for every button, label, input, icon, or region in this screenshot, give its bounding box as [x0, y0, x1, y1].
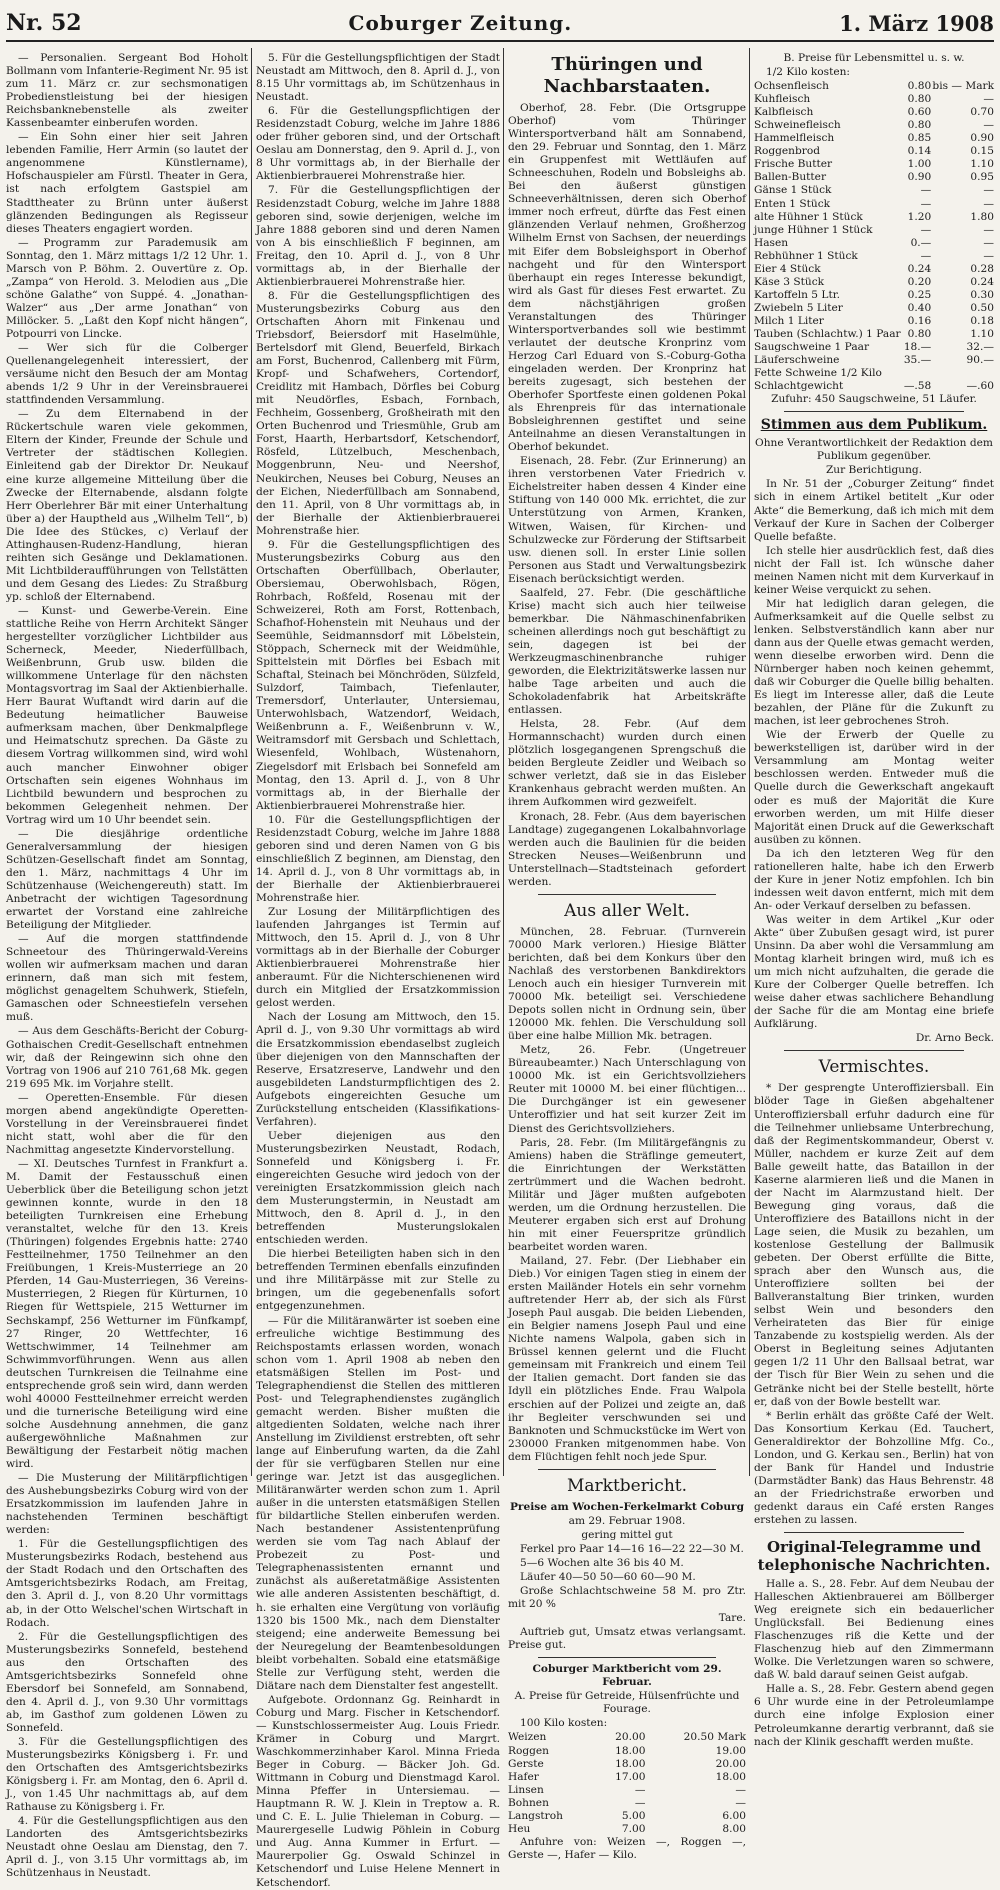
- stimmen-disclaimer: Ohne Verantwortlichkeit der Redaktion dem Publikum gegenüber.: [755, 437, 993, 463]
- article-oberhof: Oberhof, 28. Febr. (Die Ortsgruppe Oberhof) vom Thüringer Wintersportverband hält am Sonnabend, den 29. Februar und Sonntag, den 1. März ein Gruppenfest mit Wettläufen auf Schneeschuhen, Rodeln und Bobsleighs ab. Bei den äußerst günstigen Schneeverhältnissen, deren sich Oberhof immer noch erfreut, dürfte das Fest einen glänzenden Verlauf nehmen, Großherzog Wilhelm Ernst von Sachsen, der neuerdings mit Eifer dem Bobsleighsport in Oberhof nachgeht und für den Wintersport überhaupt ein reges Interesse bekundigt, wird als Gast für dieses Fest erwartet. Zu dem nächstjährigen großen Veranstaltungen des Thüringer Wintersportverbandes soll wie bestimmt verlautet der deutsche Kronprinz vom Herzog Carl Eduard von S.-Coburg-Gotha eingeladen werden. Der Kronprinz hat bereits zugesagt, sich bestehen der Oberhofer Sportfeste einen goldenen Pokal als Ehrenpreis für das internationale Bobsleighrennen gestiftet und seine Anteilnahme an diesen Veranstaltungen in Oberhof bekundet.: [508, 102, 746, 454]
- table-row: [754, 211, 994, 224]
- grain-price-table: [508, 1731, 746, 1835]
- food-name: Kalbfleisch: [754, 106, 814, 119]
- table-row: [508, 1771, 746, 1784]
- table-row: [754, 328, 994, 341]
- divider: [784, 411, 964, 412]
- food-low: 0.80: [907, 93, 932, 106]
- letter-paragraph: Was weiter in dem Artikel „Kur oder Akte“ über Zubußen gesagt wird, ist purer Unsinn. Da aber wohl die Versammlung am Montag klarheit bringen wird, muß ich es um mich nicht aufzuhalten, die gerade die Kure der Colberger Quelle betreffen. Ich weise daher etwas sachlichere Behandlung der Sache für die am Montag eine briefe Aufklärung.: [754, 913, 994, 1031]
- ferkel-row: 5—6 Wochen alte 36 bis 40 M.: [520, 1556, 684, 1569]
- grain-high: —: [735, 1783, 746, 1796]
- ferkel-date: am 29. Februar 1908.: [568, 1514, 686, 1527]
- food-name: Roggenbrod: [754, 145, 821, 158]
- food-high: 0.28: [970, 262, 994, 275]
- grain-high: 6.00: [722, 1809, 746, 1822]
- grain-high: 20.50 Mark: [683, 1731, 746, 1744]
- food-high: 1.10: [970, 158, 994, 171]
- food-low: 0.24: [907, 262, 932, 275]
- list-item: 3. Für die Gestellungspflichtigen des Musterungsbezirks Königsberg i. Fr. und den Ortschaften des Amtsgerichtsbezirks Königsberg i. Fr. am Montag, den 6. April d. J., von 1.45 Uhr nachmittags ab, auf dem Rathause zu Königsberg i. Fr.: [6, 1736, 248, 1814]
- letter-paragraph: Ich stelle hier ausdrücklich fest, daß dies nicht der Fall ist. Ich wünsche daher meinen Namen nicht mit dem Kurverkauf in keiner Weise verquickt zu sehen.: [754, 544, 994, 596]
- table-row: [508, 1784, 746, 1797]
- article-muenchen: München, 28. Februar. (Turnverein 70000 Mark verloren.) Hiesige Blätter berichten, daß bei dem Konkurs über den Nachlaß des verstorbenen Bankdirektors Lenoch auch ein hiesiger Turnverein mit 70000 Mk. beteiligt sei. Verschiedene Depots sollen nicht in Ordnung sein, über 120000 Mk. fehlen. Die Verschuldung soll über eine halbe Million Mk. betragen.: [508, 925, 746, 1043]
- table-row: [508, 1823, 746, 1836]
- food-name: Tauben (Schlachtw.) 1 Paar: [754, 327, 901, 340]
- article-metz: Metz, 26. Febr. (Ungetreuer Büreaubeamter.) Nach Unterschlagung von 10000 Mk. ist ein Gerichtsvollziehers Reuter mit 10000 M. bei einer flüchtigen... Die Durchgänger ist ein gewesener Unteroffizier und hat seit kurzer Zeit im Dienst des Gerichtsvollziehers.: [508, 1044, 746, 1135]
- table-row: [754, 263, 994, 276]
- ferkel-row: Große Schlachtschweine 58 M. pro Ztr. mit 20 %: [508, 1585, 746, 1611]
- food-high: —: [983, 197, 994, 210]
- grain-low: 20.00: [615, 1731, 646, 1744]
- column-1: [6, 52, 248, 1880]
- article-losung-2: Nach der Losung am Mittwoch, den 15. April d. J., von 9.30 Uhr vormittags ab wird die Ersatzkommission ebendaselbst zugleich über diejenigen von den Mannschaften der Reserve, Ersatzreserve, Landwehr und den ausgebildeten Landsturmpflichtigen des 2. Aufgebots eingereichten Gesuche um Zurückstellung entscheiden (Klassifikations-Verfahren).: [256, 1011, 500, 1128]
- list-item: 4. Für die Gestellungspflichtigen aus den Landorten des Amtsgerichtsbezirks Neustadt ohne Oeslau am Dienstag, den 7. April d. J., von 3.15 Uhr vormittags ab, im Schützenhaus in Neustadt.: [6, 1815, 248, 1880]
- table-row: [754, 171, 994, 184]
- article-schneetour: — Auf die morgen stattfindende Schneetour des Thüringerwald-Vereins wollen wir aufmerksam machen und daran erinnern, daß man sich mit festem, möglichst genageltem Schuhwerk, Stiefeln, Gamaschen oder Schneestiefeln versehen muß.: [6, 933, 248, 1024]
- table-row: [508, 1745, 746, 1758]
- article-halle-2: Halle a. S., 28. Febr. Gestern abend gegen 6 Uhr wurde eine in der Petroleumlampe durch eine infolge Explosion einer Petroleumkanne derartig verbrannt, daß sie nach der Klinik geschafft werden mußte.: [754, 1683, 994, 1748]
- table-row: [754, 132, 994, 145]
- food-low: 0.60: [907, 106, 932, 119]
- food-name: Läuferschweine: [754, 354, 840, 367]
- food-name: Ochsenfleisch: [754, 80, 829, 93]
- food-low: 0.14: [907, 145, 932, 158]
- food-high: 0.70: [970, 106, 994, 119]
- table-row: [508, 1810, 746, 1823]
- grain-name: Langstroh: [508, 1809, 563, 1822]
- ferkel-header: gering mittel gut: [581, 1528, 673, 1541]
- food-high: 1.80: [970, 210, 994, 223]
- food-price-unit: 1/2 Kilo kosten:: [766, 66, 851, 79]
- issue-number: Nr. 52: [6, 10, 82, 36]
- food-low: 0.85: [907, 132, 932, 145]
- markt-unit: 100 Kilo kosten:: [520, 1717, 608, 1730]
- food-low: —: [920, 184, 932, 197]
- food-low: —: [920, 223, 932, 236]
- table-row: [508, 1797, 746, 1810]
- food-high: —: [983, 93, 994, 106]
- food-low: 0.40: [907, 301, 932, 314]
- column-3: [508, 52, 746, 1861]
- article-mailand: Mailand, 27. Febr. (Der Liebhaber ein Dieb.) Vor einigen Tagen stieg in einem der ersten Mailänder Hotels ein sehr vornehm auftretender Herr ab, der sich als Fürst Joseph Paul ausgab. Die beiden Liebenden, ein Belgier namens Joseph Paul und eine Nichte namens Walpola, gaben sich in Brüssel kennen gelernt und die Flucht gemeinsam mit Frankreich und einem Teil der Italien gemacht. Dort fanden sie das Idyll ein plötzliches Ende. Frau Walpola erschien auf der Polizei und zeigte an, daß ihr Begleiter verschwunden sei und Banknoten und Schmuckstücke im Wert von 230000 Franken mitgenommen habe. Von dem Flüchtigen fehlt noch jede Spur.: [508, 1254, 746, 1463]
- section-heading-marktbericht: Marktbericht.: [566, 1475, 687, 1496]
- column-divider: [749, 48, 750, 1476]
- grain-low: 18.00: [615, 1757, 646, 1770]
- food-name: Enten 1 Stück: [754, 197, 831, 210]
- article-aufgebote: Aufgebote. Ordonnanz Gg. Reinhardt in Coburg und Marg. Fischer in Ketschendorf. — Kunstschlossermeister Aug. Louis Friedr. Krämer in Coburg und Margrt. Waschkommerzinhaber Karol. Minna Frieda Beger in Coburg. — Bäcker Joh. Gd. Wittmann in Coburg und Dienstmagd Karol. Minna Pfeffer in Untersiemau. — Hauptmann R. W. J. Klein in Treptow a. R. und C. E. L. Julie Thieleman in Coburg. — Maurergeselle Ludwig Pöhlein in Coburg und Aug. Anna Kummer in Erfurt. — Maurerpolier Gg. Oswald Schinzel in Ketschendorf und Luise Helene Mennert in Ketschendorf.: [256, 1693, 500, 1889]
- food-high: —: [983, 223, 994, 236]
- article-kunstverein: — Kunst- und Gewerbe-Verein. Eine stattliche Reihe von Herrn Architekt Sänger hergestellter vorzüglicher Lichtbilder aus Scherneck, Meeder, Niederfüllbach, Weißenbrunn, Grub usw. bilden die willkommene Unterlage für den nächsten Montagsvortrag im Saal der Aktienbierhalle. Herr Baurat Wuftandt wird darin auf die Bedeutung heimatlicher Bauweise aufmerksam machen, über Denkmalpflege und Heimatschutz sprechen. Da Gäste zu diesem Vortrag willkommen sind, wird wohl auch mancher Einwohner obiger Ortschaften sein eigenes Wohnhaus im Lichtbild bewundern und besprochen zu bekommen Gelegenheit nehmen. Der Vortrag wird um 10 Uhr beendet sein.: [6, 604, 248, 826]
- table-row: [754, 276, 994, 289]
- table-row: [754, 354, 994, 367]
- column-divider: [251, 48, 252, 1476]
- table-row: [754, 93, 994, 106]
- grain-low: 18.00: [615, 1744, 646, 1757]
- table-row: [754, 184, 994, 197]
- food-high: 0.50: [970, 301, 994, 314]
- column-2: [256, 52, 500, 1889]
- food-high: —.60: [966, 380, 994, 393]
- table-row: [508, 1731, 746, 1744]
- food-low: 18.—: [903, 341, 932, 354]
- food-price-table: [754, 80, 994, 393]
- ferkel-title: Preise am Wochen-Ferkelmarkt Coburg: [509, 1500, 745, 1513]
- food-low: 0.90: [907, 171, 932, 184]
- food-name: Gänse 1 Stück: [754, 184, 832, 197]
- letter-signature: Dr. Arno Beck.: [915, 1032, 994, 1045]
- list-item: 5. Für die Gestellungspflichtigen der Stadt Neustadt am Mittwoch, den 8. April d. J., von 8.15 Uhr vormittags ab, im Schützenhaus in Neustadt.: [256, 52, 500, 104]
- article-geschaeftsbericht: — Aus dem Geschäfts-Bericht der Coburg-Gothaischen Credit-Gesellschaft entnehmen wir, daß der Reingewinn sich ohne den Vortrag von 1906 auf 210 761,68 Mk. gegen 219 695 Mk. im Vorjahre stellt.: [6, 1025, 248, 1090]
- ferkel-row: Läufer 40—50 50—60 60—90 M.: [520, 1570, 696, 1583]
- article-ein-sohn: — Ein Sohn einer hier seit Jahren lebenden Familie, Herr Armin (so lautet der angenommene Künstlername), Hofschauspieler am Fürstl. Theater in Gera, ist nach erfolgtem Gastspiel am Stadttheater zu Brünn unter äußerst glänzenden Bedingungen als Regisseur dieses Theaters engagiert worden.: [6, 131, 248, 235]
- list-item: 6. Für die Gestellungspflichtigen der Residenzstadt Coburg, welche im Jahre 1886 oder früher geboren sind, und der Ortschaft Oeslau am Donnerstag, den 9. April d. J., von 8 Uhr vormittags ab, in der Bierhalle der Aktienbierbrauerei Mohrenstraße hier.: [256, 105, 500, 183]
- list-item: 1. Für die Gestellungspflichtigen des Musterungsbezirks Rodach, bestehend aus der Stadt Rodach und den Ortschaften des Amtsgerichtsbezirks Rodach, am Freitag, den 3. April d. J., von 8.20 Uhr vormittags ab, in der Otto Welschel'schen Wirtschaft in Rodach.: [6, 1538, 248, 1629]
- newspaper-title: Coburger Zeitung.: [348, 11, 573, 35]
- food-name: Kartoffeln 5 Ltr.: [754, 288, 840, 301]
- article-militaeranwaerter: — Für die Militäranwärter ist soeben eine erfreuliche wichtige Bestimmung des Reichspostamts erlassen worden, wonach schon vom 1. April 1908 ab neben den etatsmäßigen Stellen im Post- und Telegraphendienst die Stellen des mittleren Post- und Telegraphendienstes zugänglich gemacht werden. Bisher mußten die altgedienten Soldaten, welche nach ihrer Anstellung im Zivildienst erstrebten, oft sehr lange auf Einberufung warten, da die Zahl der für sie verfügbaren Stellen nur eine geringe war. Jetzt ist das ausgeglichen. Militäranwärter werden schon zum 1. April außer in die untersten etatsmäßigen Stellen für bildartliche Stellen einberufen werden. Nach bestandener Assistentenprüfung werden sie vom Tag nach Ablauf der Probezeit zu Post- und Telegraphenassistenten ernannt und zunächst als außeretatmäßige Assistenten wie alle anderen Assistenten beschäftigt, d. h. sie erhalten eine Vergütung von vorläufig 1320 bis 1500 Mk., nach dem Dienstalter steigend; eine anderweite Bemessung bei der Neuregelung der Beamtenbesoldungen bleibt vorbehalten. Sobald eine etatsmäßige Stelle zur Verfügung steht, werden die Diätare nach dem Dienstalter fest angestellt.: [256, 1314, 500, 1692]
- article-operetten: — Operetten-Ensemble. Für diesen morgen abend angekündigte Operetten-Vorstellung in der Vereinsbrauerei findet nicht statt, wohl aber die für den Nachmittag angesetzte Kindervorstellung.: [6, 1091, 248, 1156]
- divider: [538, 1657, 716, 1658]
- list-item: 8. Für die Gestellungspflichtigen des Musterungsbezirks Coburg aus den Ortschaften Ahorn mit Finkenau und Triebsdorf, Beiersdorf mit Haselmühle, Bertelsdorf mit Glend, Beuerfeld, Birkach am Forst, Buchenrod, Callenberg mit Fürm, Kropf- und Schafwehers, Cortendorf, Creidlitz mit Hambach, Dörfles bei Coburg mit Neudörfles, Esbach, Fornbach, Fechheim, Gossenberg, Großheirath mit den Orten Buchenrod und Triesmühle, Grub am Forst, Haarth, Herbartsdorf, Ketschendorf, Rösfeld, Lützelbuch, Meschenbach, Moggenbrunn, Neu- und Neershof, Neukirchen, Neuses bei Coburg, Neuses an der Eichen, Niederfüllbach am Sonnabend, den 11. April, von 8 Uhr vormittags ab, in der Bierhalle der Aktienbierbrauerei Mohrenstraße hier.: [256, 289, 500, 537]
- divider: [784, 1532, 964, 1533]
- grain-high: 20.00: [715, 1757, 746, 1770]
- food-low: 1.20: [907, 210, 932, 223]
- grain-low: 17.00: [615, 1770, 646, 1783]
- grain-name: Weizen: [508, 1731, 547, 1744]
- table-row: [754, 158, 994, 171]
- issue-date: 1. März 1908: [839, 10, 994, 36]
- table-row: [754, 341, 994, 354]
- grain-low: —: [634, 1783, 646, 1796]
- food-low: 1.00: [907, 158, 932, 171]
- article-ersatzkommission: Ueber diejenigen aus den Musterungsbezirken Neustadt, Rodach, Sonnefeld und Königsberg i. Fr. eingereichten Gesuche wird jedoch von der vereinigten Ersatzkommission gleich nach dem Musterungstermin, in Neustadt am Mittwoch, den 8. April d. J., in den betreffenden Musterungslokalen entschieden werden.: [256, 1129, 500, 1247]
- section-heading-thueringen: Thüringen und Nachbarstaaten.: [543, 54, 711, 97]
- zufuhr: Zufuhr: 450 Saugschweine, 51 Läufer.: [771, 393, 977, 406]
- list-item: 7. Für die Gestellungspflichtigen der Residenzstadt Coburg, welche im Jahre 1888 geboren sind, sowie derjenigen, welche im Jahre 1888 geboren sind und deren Namen von A bis einschließlich F beginnen, am Freitag, den 10. April d. J., von 8 Uhr vormittags ab, in der Bierhalle der Aktienbierbrauerei Mohrenstraße hier.: [256, 184, 500, 288]
- ferkel-row: Ferkel pro Paar 14—16 16—22 22—30 M.: [520, 1542, 744, 1555]
- food-high: 90.—: [966, 354, 994, 367]
- article-helsta: Helsta, 28. Febr. (Auf dem Hormannschacht) wurden durch einen plötzlich losgegangenen Sprengschuß die beiden Bergleute Zeidler und Weibach so schwer verletzt, daß sie in das Eisleber Krankenhaus gebracht werden mußten. An ihrem Aufkommen wird gezweifelt.: [508, 718, 746, 809]
- food-high: —: [983, 249, 994, 262]
- food-high: —: [983, 184, 994, 197]
- article-turnfest: — XI. Deutsches Turnfest in Frankfurt a. M. Damit der Festausschuß einen Ueberblick über die Beteiligung schon jetzt gewinnen konnte, wurde in den 18 beteiligten Turnkreisen eine Erhebung veranstaltet, welche für den 13. Kreis (Thüringen) folgendes Ergebnis hatte: 2740 Festteilnehmer, 1750 Teilnehmer an den Freiübungen, 1 Kreis-Musterriege an 20 Pferden, 14 Gau-Musterriegen, 36 Vereins-Musterriegen, 2 Riegen für Kürturnen, 10 Riegen für Wettspiele, 215 Wetturner im Sechskampf, 256 Wetturner im Fünfkampf, 27 Ringer, 20 Wettfechter, 16 Wettschwimmer, 14 Teilnehmer am Schwimmvorführungen. Wenn aus allen deutschen Turnkreisen die Teilnahme eine entsprechende groß sein wird, dann werden wohl 40000 Festteilnehmer erreicht werden und die turnerische Beteiligung wird eine solche Ausdehnung annehmen, die ganz außergewöhnliche Maßnahmen zur Bewältigung der Festarbeit nötig machen wird.: [6, 1157, 248, 1471]
- food-name: Hammelfleisch: [754, 132, 835, 145]
- article-unteroffiziersball: * Der gesprengte Unteroffiziersball. Ein blöder Tage in Gießen abgehaltener Unteroffiziersball erfuhr dadurch eine für die Teilnehmer unliebsame Unterbrechung, daß der Regimentskommandeur, Oberst v. Müller, nachdem er kurze Zeit auf dem Balle geweilt hatte, das Bataillon in der Kaserne alarmieren ließ und die Manen in der Nacht im Alarmzustand hielt. Der Bewegung ging voraus, daß die Unteroffiziere des Bataillons nicht in der Lage seien, die Musik zu bezahlen, um kostenlose Gestellung der Ballmusik gebeten. Der Oberst erfüllte die Bitte, sprach aber den Wunsch aus, die Unteroffiziere sollten bei der Ballveranstaltung Bier trinken, wurden selbst Wein und besonders den Verheirateten das Bier für einige Tanzabende zu kostspielig werden. Als der Oberst in Begleitung seines Adjutanten gegen 1/2 11 Uhr den Ballsaal betrat, war der Tisch für Bier Wein zu sehen und die Getränke nicht bei der Stelle bestellt, hörte er, daß von der Bowle bestellt war.: [754, 1082, 994, 1408]
- food-high: —: [983, 119, 994, 132]
- food-low: 0.—: [910, 236, 932, 249]
- masthead: [6, 6, 994, 42]
- food-high: [931, 367, 994, 380]
- list-item: 10. Für die Gestellungspflichtigen der Residenzstadt Coburg, welche im Jahre 1888 geboren sind und deren Namen von G bis einschließlich Z beginnen, am Dienstag, den 14. April d. J., von 8 Uhr vormittags ab, in der Bierhalle der Aktienbierbrauerei Mohrenstraße hier.: [256, 813, 500, 904]
- letter-paragraph: In Nr. 51 der „Coburger Zeitung“ findet sich in einem Artikel betitelt „Kur oder Akte“ die Bemerkung, daß ich mich mit dem Verkauf der Kure in Sachen der Colberger Quelle befaßte.: [754, 478, 994, 543]
- food-high: 1.10: [970, 327, 994, 340]
- table-row: [754, 367, 994, 380]
- table-row: [754, 315, 994, 328]
- list-item: 9. Für die Gestellungspflichtigen des Musterungsbezirks Coburg aus den Ortschaften Oberfüllbach, Oberlauter, Obersiemau, Oberwohlsbach, Rögen, Rohrbach, Roßfeld, Rosenau mit der Schweizerei, Roth am Forst, Rottenbach, Schafhof-Hohenstein mit Neuhaus und der Seemühle, Seidmannsdorf mit Löbelstein, Stöppach, Scherneck mit der Weidmühle, Spittelstein mit Dörfles bei Esbach mit Schaftal, Steinach bei Mönchröden, Sülzfeld, Sulzdorf, Taimbach, Tiefenlauter, Tremersdorf, Unterlauter, Untersiemau, Unterwohlsbach, Watzendorf, Weidach, Weißenbrunn a. F., Weißenbrunn v. W., Weitramsdorf mit Gersbach und Schlettach, Wiesenfeld, Wohlbach, Wüstenahorn, Ziegelsdorf mit Erlsbach bei Sonnefeld am Montag, den 13. April d. J., von 8 Uhr vormittags ab, in der Bierhalle der Aktienbierbrauerei Mohrenstraße hier.: [256, 538, 500, 812]
- food-name: Rebhühner 1 Stück: [754, 249, 858, 262]
- table-row: [754, 289, 994, 302]
- food-name: Schweinefleisch: [754, 119, 841, 132]
- grain-low: 7.00: [621, 1822, 646, 1835]
- table-row: [754, 380, 994, 393]
- table-row: [754, 106, 994, 119]
- column-divider: [503, 48, 504, 1476]
- grain-name: Bohnen: [508, 1796, 549, 1809]
- ferkel-row: Tare.: [718, 1612, 746, 1625]
- table-row: [508, 1758, 746, 1771]
- food-low: 0.25: [907, 288, 932, 301]
- section-heading-aus-aller-welt: Aus aller Welt.: [564, 900, 690, 921]
- berichtigung-title: Zur Berichtigung.: [825, 464, 923, 477]
- grain-name: Linsen: [508, 1783, 544, 1796]
- article-eisenach: Eisenach, 28. Febr. (Zur Erinnerung) an ihren verstorbenen Vater Friedrich v. Eichelstreiter haben dessen 4 Kinder eine Stiftung von 140 000 Mk. errichtet, die zur Unterstützung von Armen, Kranken, Witwen, Waisen, für Kirchen- und Schulzwecke zur Förderung der Stiftsarbeit usw. dienen soll. In erster Linie sollen Personen aus Stadt und Verwaltungsbezirk Eisenach berücksichtigt werden.: [508, 455, 746, 585]
- anfuhre: Anfuhre von: Weizen —, Roggen —, Gerste —, Hafer — Kilo.: [508, 1835, 746, 1861]
- column-4: [754, 52, 994, 1748]
- article-cafe-berlin: * Berlin erhält das größte Café der Welt. Das Konsortium Kerkau (Ed. Tauchert, Generaldirektor der Bohzolline Mfg. Co., London, und G. Kerkau sen., Berlin) hat von der Bank für Handel und Industrie (Darmstädter Bank) das Haus Behrenstr. 48 an der Friedrichstraße erworben und gedenkt daraus ein Café ersten Ranges erstehen zu lassen.: [754, 1409, 994, 1526]
- letter-paragraph: Da ich den letzteren Weg für den rationelleren halte, habe ich den Erwerb der Kure in jener Notiz empfohlen. Ich bin indessen weit davon entfernt, mich mit dem An- oder Verkauf derselben zu befassen.: [754, 847, 994, 912]
- divider: [538, 894, 716, 895]
- grain-high: 8.00: [722, 1822, 746, 1835]
- food-price-title: B. Preise für Lebensmittel u. s. w.: [783, 52, 965, 64]
- divider: [784, 1050, 964, 1051]
- section-heading-stimmen: Stimmen aus dem Publikum.: [760, 417, 988, 434]
- food-low: 0.80: [907, 119, 932, 132]
- table-row: [754, 302, 994, 315]
- food-low: 0.80: [907, 327, 932, 340]
- food-high: 0.90: [970, 132, 994, 145]
- grain-low: —: [634, 1796, 646, 1809]
- food-low: 35.—: [903, 354, 932, 367]
- table-row: [754, 198, 994, 211]
- grain-name: Hafer: [508, 1770, 539, 1783]
- grain-name: Gerste: [508, 1757, 544, 1770]
- grain-name: Heu: [508, 1822, 531, 1835]
- article-kronach: Kronach, 28. Febr. (Aus dem bayerischen Landtage) zugegangenen Lokalbahnvorlage werden auch die Baulinien für die beiden Strecken Neuses—Weißenbrunn und Unterstellnach—Stadtsteinach gefordert werden.: [508, 810, 746, 888]
- food-name: Kuhfleisch: [754, 93, 811, 106]
- food-name: junge Hühner 1 Stück: [754, 223, 873, 236]
- article-saalfeld: Saalfeld, 27. Febr. (Die geschäftliche Krise) macht sich auch hier teilweise bemerkbar. Die Nähmaschinenfabriken scheinen allerdings noch gut beschäftigt zu sein, dagegen ist bei der Werkzeugmaschinenbranche ruhiger geworden, die Elektrizitätswerke lassen nur halbe Tage arbeiten und auch die Schokoladenfabrik hat Arbeitskräfte entlassen.: [508, 586, 746, 717]
- food-name: Eier 4 Stück: [754, 262, 821, 275]
- article-paris: Paris, 28. Febr. (Im Militärgefängnis zu Amiens) haben die Sträflinge gemeutert, die Einrichtungen der Werkstätten zertrümmert und die Wachen bedroht. Militär und Jäger mußten aufgeboten werden, um die Ordnung herzustellen. Die Meuterer ergaben sich erst auf Drohung hin mit einer Feuerspritze gründlich bearbeitet worden waren.: [508, 1136, 746, 1253]
- grain-name: Roggen: [508, 1744, 550, 1757]
- food-name: Frische Butter: [754, 158, 833, 171]
- food-low: 0.16: [907, 314, 932, 327]
- table-row: [754, 119, 994, 132]
- article-beteiligte: Die hierbei Beteiligten haben sich in den betreffenden Terminen ebenfalls einzufinden und ihre Militärpässe mit zur Stelle zu bringen, um die gegebenenfalls sofort entgegenzunehmen.: [256, 1248, 500, 1313]
- list-item: 2. Für die Gestellungspflichtigen des Musterungsbezirks Sonnefeld, bestehend aus den Ortschaften des Amtsgerichtsbezirks Sonnefeld ohne Ebersdorf bei Sonnefeld, am Sonnabend, den 4. April d. J., von 9.30 Uhr vormittags ab, im Gasthof zum goldenen Löwen zu Sonnefeld.: [6, 1630, 248, 1734]
- food-name: Schlachtgewicht: [754, 380, 844, 393]
- article-colberger-quelle: — Wer sich für die Colberger Quellenangelegenheit interessiert, der versäume nicht den Besuch der am Montag abends 1/2 9 Uhr in der Vereinsbrauerei stattfindenden Versammlung.: [6, 342, 248, 407]
- food-high: 0.15: [970, 145, 994, 158]
- divider: [538, 1469, 716, 1470]
- article-losung: Zur Losung der Militärpflichtigen des laufenden Jahrganges ist Termin auf Mittwoch, den 15. April d. J., von 8 Uhr vormittags ab in der Bierhalle der Coburger Aktienbierbrauerei Mohrenstraße hier anberaumt. Für die Nichterschienenen wird durch ein Mitglied der Ersatzkommission gelost werden.: [256, 906, 500, 1010]
- grain-high: 19.00: [715, 1744, 746, 1757]
- table-row: [754, 237, 994, 250]
- article-musterung: — Die Musterung der Militärpflichtigen des Aushebungsbezirks Coburg wird von der Ersatzkommission im laufenden Jahre in nachstehenden Terminen beschäftigt werden:: [6, 1472, 248, 1537]
- article-schuetzen: — Die diesjährige ordentliche Generalversammlung der hiesigen Schützen-Gesellschaft findet am Sonntag, den 1. März, nachmittags 4 Uhr im Schützenhause (Weichengereuth) statt. Im Anbetracht der wichtigen Tagesordnung erwartet der Vorstand eine zahlreiche Beteiligung der Mitglieder.: [6, 827, 248, 932]
- grain-high: 18.00: [715, 1770, 746, 1783]
- food-name: Zwiebeln 5 Liter: [754, 301, 843, 314]
- grain-high: —: [735, 1796, 746, 1809]
- food-high: 0.30: [970, 288, 994, 301]
- food-name: Käse 3 Stück: [754, 275, 825, 288]
- food-high: bis — Mark: [932, 80, 994, 93]
- ferkel-row: Auftrieb gut, Umsatz etwas verlangsamt. Preise gut.: [508, 1626, 746, 1652]
- food-high: 32.—: [966, 341, 994, 354]
- food-low: 0.20: [907, 275, 932, 288]
- table-row: [754, 145, 994, 158]
- section-heading-telegramme: Original-Telegramme und telephonische Nachrichten.: [757, 1538, 991, 1575]
- food-high: 0.18: [970, 314, 994, 327]
- food-high: 0.95: [970, 171, 994, 184]
- food-low: 0.80: [907, 80, 932, 93]
- table-row: [754, 250, 994, 263]
- section-heading-vermischtes: Vermischtes.: [818, 1057, 930, 1078]
- grain-low: 5.00: [621, 1809, 646, 1822]
- food-low: [903, 367, 931, 380]
- food-name: Ballen-Butter: [754, 171, 827, 184]
- table-row: [754, 80, 994, 93]
- article-halle-1: Halle a. S., 28. Febr. Auf dem Neubau der Halleschen Aktienbrauerei am Böllberger Weg ereignete sich ein bedauerlicher Unglücksfall. Bei Bedienung eines Flaschenzuges riß die Kette und der Flaschenzug hieb auf den Zimmermann Wolke. Die Verletzungen waren so schwere, daß W. bald darauf seinen Geist aufgab.: [754, 1578, 994, 1682]
- article-elternabend: — Zu dem Elternabend in der Rückertschule waren viele gekommen, Eltern der Kinder, Freunde der Schule und Vertreter der städtischen Kollegien. Einleitend gab der Direktor Dr. Neukauf eine kurze allgemeine Mitteilung über die Zwecke der Elternabende, alsdann folgte Herr Oberlehrer Bär mit einer Unterhaltung über a) der Hauptheld aus „Wilhelm Tell“, b) Die Idee des Stückes, c) Verlauf der Attinghausen-Rudenz-Handlung, hieran reihten sich Gesänge und Deklamationen. Mit Lichtbilderaufführungen von Tellstätten und dem Gesang des Liedes: Zu Straßburg yp. schloß der Elternabend.: [6, 408, 248, 603]
- letter-paragraph: Wie der Erwerb der Quelle zu bewerkstelligen ist, darüber wird in der Versammlung am Montag weiter beschlossen werden. Entweder muß die Quelle durch die Gewerkschaft angekauft oder es muß der Majorität die Kure erworben werden, um mit Hilfe dieser Majorität einen Druck auf die Gewerkschaft ausüben zu können.: [754, 729, 994, 846]
- markt-subtitle: A. Preise für Getreide, Hülsenfrüchte und Fourage.: [514, 1690, 740, 1716]
- food-high: —: [983, 236, 994, 249]
- food-high: 0.24: [970, 275, 994, 288]
- food-name: Hasen: [754, 236, 789, 249]
- article-programm: — Programm zur Parademusik am Sonntag, den 1. März mittags 1/2 12 Uhr. 1. Marsch von P. Böhm. 2. Ouvertüre z. Op. „Zampa“ von Herold. 3. Melodien aus „Die schöne Galathe“ von Suppé. 4. „Jonathan-Walzer“ aus „Der arme Jonathan“ von Millöcker. 5. „Laßt den Kopf nicht hängen“, Potpourri von Lincke.: [6, 236, 248, 340]
- table-row: [754, 224, 994, 237]
- food-name: Milch 1 Liter: [754, 314, 824, 327]
- food-low: —: [920, 249, 932, 262]
- food-low: —.58: [903, 380, 932, 393]
- food-low: —: [920, 197, 932, 210]
- food-name: Saugschweine 1 Paar: [754, 341, 870, 354]
- letter-paragraph: Mir hat lediglich daran gelegen, die Aufmerksamkeit auf die Quelle selbst zu lenken. Selbstverständlich kann aber nur dann aus der Quelle etwas gemacht werden, wenn dieselbe erworben wird. Denn die Nürnberger haben noch keinen gehemmt, daß wir Coburger die Quelle billig behalten. Es liegt im Interesse aller, daß die Leute bezahlen, der Pläne für die Zukunft zu machen, ist leer gebrochenes Stroh.: [754, 597, 994, 728]
- food-name: Fette Schweine 1/2 Kilo: [754, 367, 882, 380]
- article-personalien: — Personalien. Sergeant Bod Hoholt Bollmann vom Infanterie-Regiment Nr. 95 ist zum 11. März cr. zur sechsmonatigen Probedienstleistung bei der hiesigen Reichsbanknebenstelle als zweiter Kassenbeamter einberufen worden.: [6, 52, 248, 130]
- markt-title: Coburger Marktbericht vom 29. Februar.: [532, 1663, 722, 1689]
- food-name: alte Hühner 1 Stück: [754, 210, 863, 223]
